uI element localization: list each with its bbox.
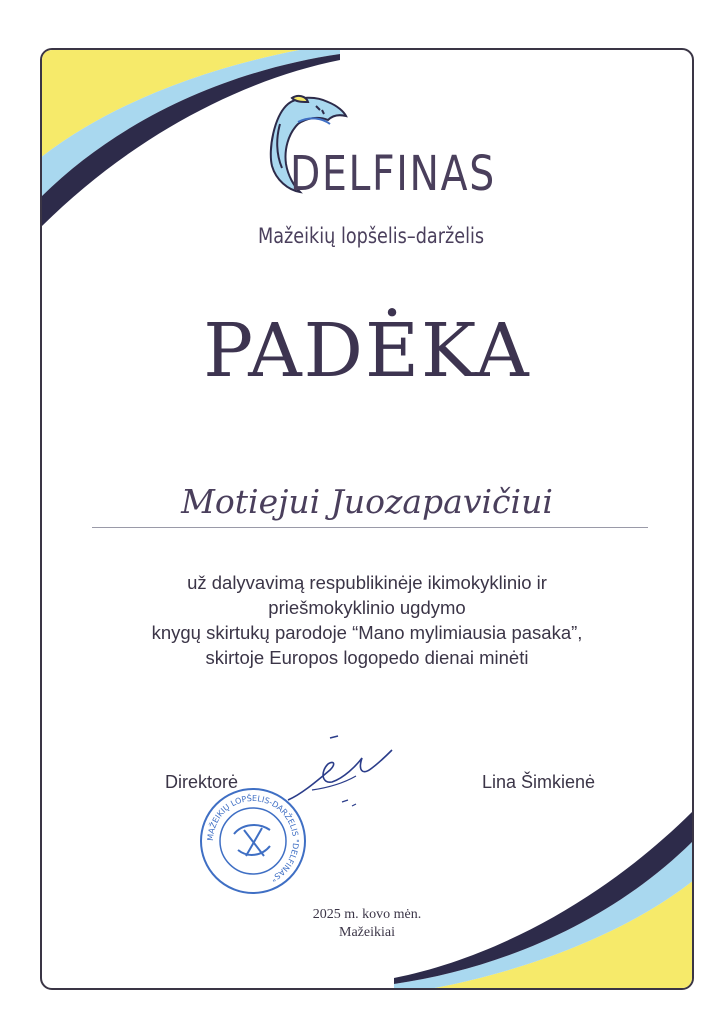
corner-decoration-bottom-right: [394, 800, 694, 990]
stamp-text: MAŽEIKIŲ LOPŠELIS-DARŽELIS "DELFINAS": [205, 793, 301, 884]
signatory-role: Direktorė: [165, 772, 239, 792]
certificate-body: [42, 570, 692, 670]
signatory-name: Lina Šimkienė: [482, 772, 596, 792]
recipient-name: Motiejui Juozapavičiui: [181, 482, 553, 521]
certificate-frame: [40, 48, 694, 990]
body-line: knygų skirtukų parodoje “Mano mylimiausia pasaka”,: [151, 622, 583, 643]
logo-name: DELFINAS: [290, 146, 496, 202]
official-stamp: [198, 786, 308, 896]
issue-info: [42, 906, 692, 942]
certificate-title: PADĖKA: [203, 308, 531, 394]
body-line: skirtoje Europos logopedo dienai minėti: [205, 647, 529, 668]
issue-date: 2025 m. kovo mėn.: [312, 907, 422, 922]
logo-subtitle: Mažeikių lopšelis–darželis: [258, 224, 485, 248]
issue-place: Mažeikiai: [339, 925, 395, 940]
recipient-underline: [92, 527, 648, 528]
kindergarten-logo: [252, 94, 496, 264]
body-line: priešmokyklinio ugdymo: [268, 597, 466, 618]
body-line: už dalyvavimą respublikinėje ikimokyklinio ir: [187, 572, 547, 593]
